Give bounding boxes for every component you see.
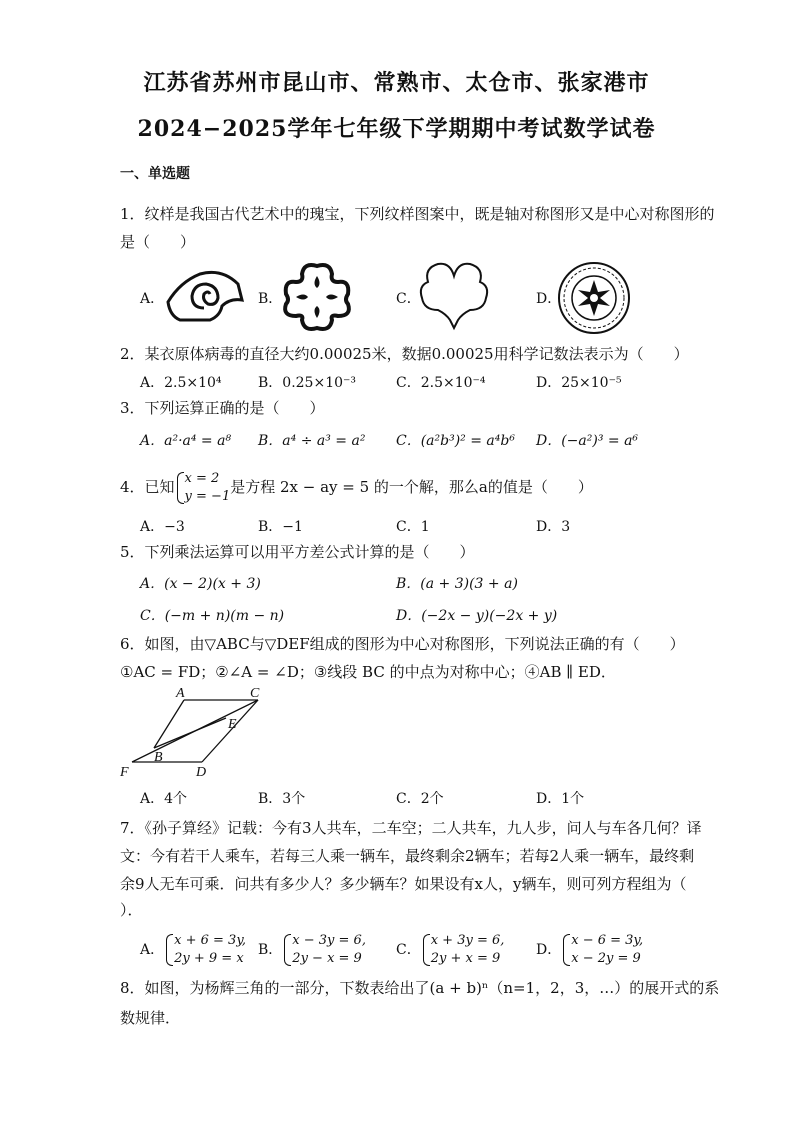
q1-option-a-label: A． (140, 291, 165, 307)
q5-text: 5．下列乘法运算可以用平方差公式计算的是（ ） (120, 543, 475, 561)
q6-point-c-label: C (250, 686, 260, 701)
q7-option-b-eq2: 2y − x = 9 (292, 951, 362, 966)
q1-option-c-label: C． (396, 291, 421, 307)
q7-text-line1: 7．《孙子算经》记载：今有3人共车，二车空；二人共车，九人步，问人与车各几何？译 (120, 819, 702, 837)
q4-option-b: B．−1 (258, 519, 303, 535)
q1-text-line1: 1．纹样是我国古代艺术中的瑰宝，下列纹样图案中，既是轴对称图形又是中心对称图形的 (120, 205, 715, 223)
q7-option-b-system (282, 932, 366, 968)
q4-text-pre: 4．已知 (120, 478, 175, 496)
q6-point-a-label: A (176, 686, 185, 701)
q6-point-e-label: E (228, 717, 237, 732)
q7-option-c-eq1: x + 3y = 6, (430, 933, 505, 948)
q2-text: 2．某衣原体病毒的直径大约0.00025米，数据0.00025用科学记数法表示为（ ） (120, 345, 689, 363)
q6-point-f-label: F (120, 765, 129, 780)
exam-title-line2: 2024−2025学年七年级下学期期中考试数学试卷 (137, 116, 656, 142)
q3-option-b: B．a⁴ ÷ a³ = a² (258, 433, 366, 449)
q6-text-line1: 6．如图，由▽ABC与▽DEF组成的图形为中心对称图形，下列说法正确的有（ ） (120, 635, 685, 653)
q1-option-d-label: D． (536, 291, 562, 307)
q1-option-d-circular-pattern (556, 260, 632, 336)
q3-option-c: C．(a²b³)² = a⁴b⁶ (396, 433, 515, 449)
q7-option-c-eq2: 2y + x = 9 (430, 951, 501, 966)
q7-option-c (396, 932, 504, 968)
q6-option-a: A．4个 (140, 791, 188, 807)
q6-text-line2: ①AC = FD；②∠A = ∠D；③线段 BC 的中点为对称中心；④AB ∥ ED． (120, 663, 616, 681)
q7-option-d-eq1: x − 6 = 3y, (571, 933, 644, 948)
q6-point-d-label: D (196, 765, 207, 780)
q3-text: 3．下列运算正确的是（ ） (120, 399, 325, 417)
q4-text (120, 470, 593, 506)
q1-text-line2: 是（ ） (120, 233, 196, 251)
q7-option-a-eq2: 2y + 9 = x (174, 951, 244, 966)
q1-option-c-cloud-pattern (416, 258, 492, 332)
q6-option-d: D．1个 (536, 791, 585, 807)
q8-text-line1: 8．如图，为杨辉三角的一部分，下数表给出了(a + b)ⁿ（n=1，2，3，…）的展开式的系 (120, 979, 720, 997)
q7-text-line2: 文：今有若干人乘车，若每三人乘一辆车，最终剩余2辆车；若每2人乘一辆车，最终剩 (120, 847, 695, 865)
q4-option-a: A．−3 (140, 519, 185, 535)
q6-point-b-label: B (154, 750, 163, 765)
q7-option-b-eq1: x − 3y = 6, (292, 933, 366, 948)
section-heading: 一、单选题 (120, 166, 190, 182)
q7-option-d-eq2: x − 2y = 9 (571, 951, 641, 966)
q7-option-d (536, 932, 643, 968)
q2-option-d: D．25×10⁻⁵ (536, 375, 622, 391)
q7-option-a (140, 932, 246, 968)
q7-option-d-system (561, 932, 643, 968)
q6-option-c: C．2个 (396, 791, 444, 807)
q7-option-c-letter: C． (396, 942, 421, 958)
q7-option-a-letter: A． (140, 942, 165, 958)
q7-option-a-eq1: x + 6 = 3y, (174, 933, 247, 948)
q7-text-line4: ）． (120, 901, 143, 919)
exam-title-line1: 江苏省苏州市昆山市、常熟市、太仓市、张家港市 (143, 70, 650, 96)
q3-option-d: D．(−a²)³ = a⁶ (536, 433, 639, 449)
q7-text-line3: 余9人无车可乘．问共有多少人？多少辆车？如果设有x人，y辆车，则可列方程组为（ (120, 875, 687, 893)
q4-system-line2: y = −1 (184, 489, 231, 504)
q4-option-c: C．1 (396, 519, 430, 535)
q4-system-line1: x = 2 (184, 471, 220, 486)
q2-option-b: B．0.25×10⁻³ (258, 375, 357, 391)
q7-option-d-letter: D． (536, 942, 562, 958)
q6-parallelogram-figure (118, 684, 268, 784)
q7-option-a-system (164, 932, 246, 968)
q2-option-c: C．2.5×10⁻⁴ (396, 375, 486, 391)
q5-option-b: B．(a + 3)(3 + a) (396, 576, 518, 592)
q4-system (175, 470, 231, 506)
q1-option-b-cloud-pattern (278, 258, 356, 336)
q4-text-post: 是方程 2x − ay = 5 的一个解，那么a的值是（ ） (230, 478, 593, 496)
q7-option-b-letter: B． (258, 942, 283, 958)
q6-option-b: B．3个 (258, 791, 306, 807)
q5-option-d: D．(−2x − y)(−2x + y) (396, 608, 558, 624)
q5-option-a: A．(x − 2)(x + 3) (140, 576, 261, 592)
q4-option-d: D．3 (536, 519, 571, 535)
q7-option-c-system (421, 932, 505, 968)
q8-text-line2: 数规律． (120, 1009, 181, 1027)
q3-option-a: A．a²·a⁴ = a⁸ (140, 433, 232, 449)
q2-option-a: A．2.5×10⁴ (140, 375, 222, 391)
q7-option-b (258, 932, 366, 968)
q5-option-c: C．(−m + n)(m − n) (140, 608, 285, 624)
q1-option-a-spiral-pattern (160, 262, 250, 332)
q1-option-b-label: B． (258, 291, 283, 307)
